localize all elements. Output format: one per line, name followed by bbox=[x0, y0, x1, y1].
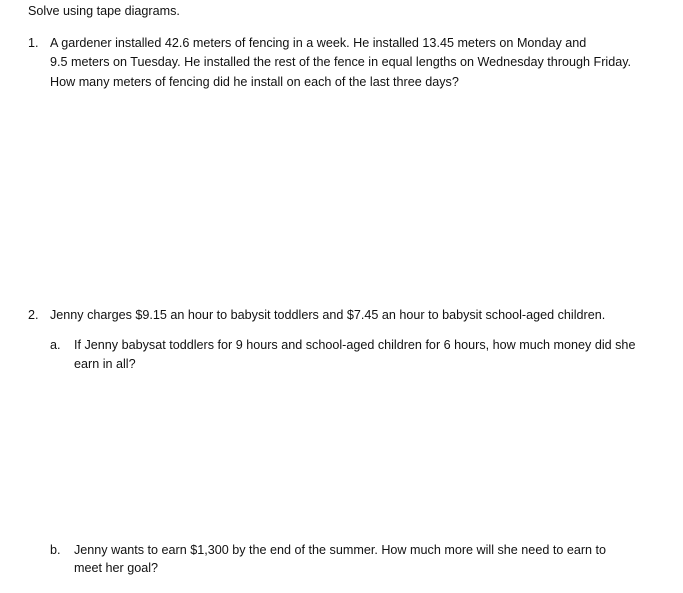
problem-1-line-3: How many meters of fencing did he install on each of the last three days? bbox=[50, 75, 459, 89]
instructions: Solve using tape diagrams. bbox=[28, 4, 180, 18]
problem-1-line-1: A gardener installed 42.6 meters of fencing in a week. He installed 13.45 meters on Monday and bbox=[50, 36, 587, 50]
problem-1-number: 1. bbox=[28, 36, 39, 50]
part-a-line-1: If Jenny babysat toddlers for 9 hours and school-aged children for 6 hours, how much money did she bbox=[74, 338, 636, 352]
problem-2-text: Jenny charges $9.15 an hour to babysit toddlers and $7.45 an hour to babysit school-aged children. bbox=[50, 308, 606, 322]
part-a-line-2: earn in all? bbox=[74, 357, 136, 371]
part-a-label: a. bbox=[50, 338, 61, 352]
problem-1-line-2: 9.5 meters on Tuesday. He installed the rest of the fence in equal lengths on Wednesday through Friday. bbox=[50, 55, 632, 69]
part-b-line-1: Jenny wants to earn $1,300 by the end of the summer. How much more will she need to earn to bbox=[74, 543, 607, 557]
part-b-line-2: meet her goal? bbox=[74, 561, 159, 575]
problem-2-number: 2. bbox=[28, 308, 39, 322]
part-b-label: b. bbox=[50, 543, 61, 557]
